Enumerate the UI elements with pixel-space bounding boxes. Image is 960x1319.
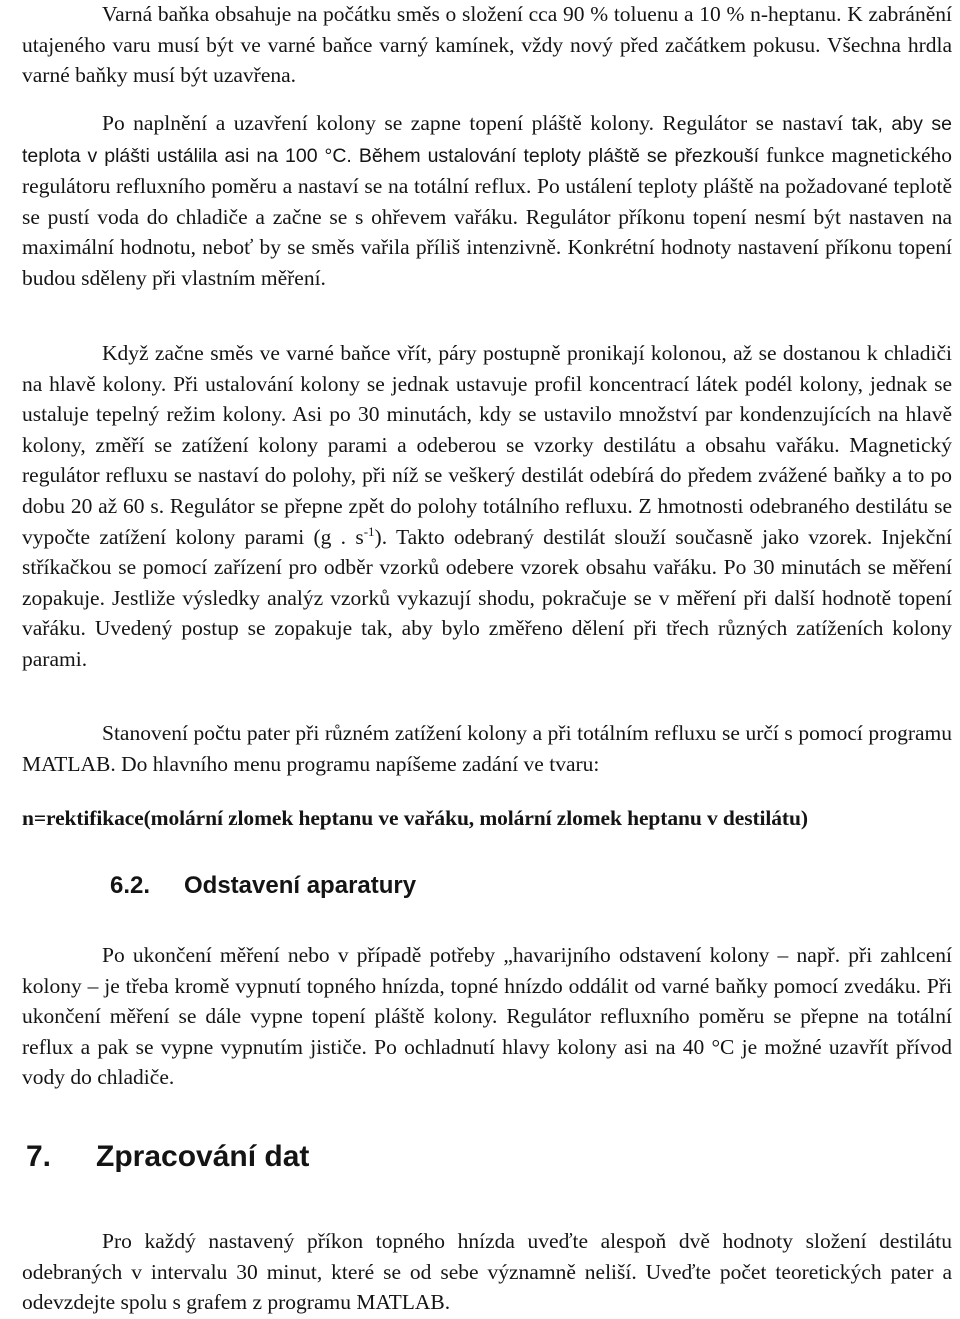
paragraph-column-heating-sans-line: tak, aby se teplota v plášti ustálila asi na 100 °C. Během ustalování teploty pláště se přezkouší (22, 113, 952, 167)
paragraph-column-steady-state (22, 338, 952, 675)
paragraph-steady-state-part-b: ). Takto odebraný destilát slouží současně jako vzorek. Injekční stříkačkou se pomocí zařízení pro odběr vzorků odebere vzorek obsahu vařáku. Po 30 minutách se měření zopakuje. Jestliže výsledky analýz vzorků vykazují shodu, pokračuje se v měření při další hodnotě topení vařáku. Uvedený postup se zopakuje tak, aby bylo změřeno dělení při třech různých zatíženích kolony parami. (22, 524, 952, 671)
unit-exponent: -1 (363, 523, 375, 539)
paragraph-boiling-flask: Varná baňka obsahuje na počátku směs o složení cca 90 % toluenu a 10 % n-heptanu. K zabránění utajeného varu musí být ve varné baňce varný kamínek, vždy nový před začátkem pokusu. Všechna hrdla varné baňky musí být uzavřena. (22, 2, 952, 88)
paragraph-shutdown: Po ukončení měření nebo v případě potřeby „havarijního odstavení kolony – např. při zahlcení kolony – je třeba kromě vypnutí topného hnízda, topné hnízdo oddálit od varné baňky pomocí zvedáku. Při ukončení měření se dále vypne topení pláště kolony. Regulátor refluxního poměru se přepne na totální reflux a pak se vypne vypnutím jističe. Po ochladnutí hlavy kolony asi na 40 °C je možné uzavřít přívod vody do chladiče. (22, 943, 952, 1090)
section-number: 6.2. (110, 872, 151, 899)
paragraph-column-heating-part-b: funkce magnetického regulátoru refluxního poměru a nastaví se na totální reflux. Po ustálení teploty pláště na požadované teplotě se pustí voda do chladiče a začne se s ohřevem vařáku. Regulátor příkonu topení nesmí být nastaven na maximální hodnotu, neboť by se směs vařila příliš intenzivně. Konkrétní hodnoty nastavení příkonu topení budou sděleny při vlastním měření. (22, 142, 952, 290)
paragraph-data-processing: Pro každý nastavený příkon topného hnízda uveďte alespoň dvě hodnoty složení destilátu odebraných v intervalu 30 minut, které se od sebe významně neliší. Uveďte počet teoretických pater a odevzdejte spolu s grafem z programu MATLAB. (22, 1229, 952, 1315)
section-number: 7. (26, 1140, 52, 1173)
paragraph-matlab-intro: Stanovení počtu pater při různém zatížení kolony a při totálním refluxu se určí s pomocí programu MATLAB. Do hlavního menu programu napíšeme zadání ve tvaru: (22, 721, 952, 776)
section-title: Zpracování dat (96, 1140, 310, 1173)
paragraph-column-heating-part-a: Po naplnění a uzavření kolony se zapne topení pláště kolony. Regulátor se nastaví (102, 111, 852, 135)
paragraph-column-heating (22, 108, 952, 294)
section-heading-7 (26, 1140, 309, 1174)
paragraph-steady-state-part-a: Když začne směs ve varné baňce vřít, páry postupně pronikají kolonou, až se dostanou k chladiči na hlavě kolony. Při ustalování kolony se jednak ustavuje profil koncentrací látek podél kolony, jednak se ustaluje tepelný režim kolony. Asi po 30 minutách, kdy se ustavilo množství par kondenzujících na hlavě kolony, změří se zatížení kolony parami a odeberou se vzorky destilátu a obsahu vařáku. Magnetický regulátor refluxu se nastaví do polohy, při níž se veškerý destilát odebírá do předem zvážené baňky a to po dobu 20 až 60 s. Regulátor se přepne zpět do polohy totálního refluxu. Z hmotnosti odebraného destilátu se vypočte zatížení kolony parami (g . s (22, 341, 952, 549)
matlab-command: n=rektifikace(molární zlomek heptanu ve vařáku, molární zlomek heptanu v destilátu) (22, 806, 808, 830)
section-heading-6-2 (110, 872, 416, 900)
section-title: Odstavení aparatury (184, 872, 417, 899)
